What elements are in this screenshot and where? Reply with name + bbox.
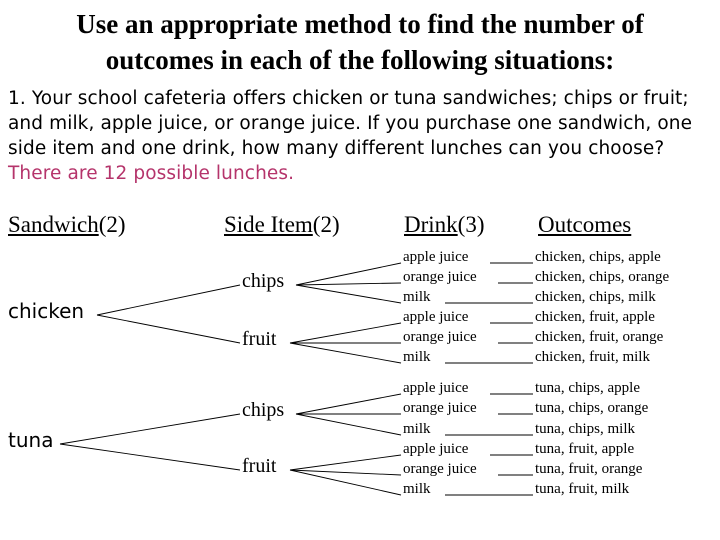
header-side-item-label: Side Item [224,212,313,237]
branch-side-to-drink [290,455,401,470]
header-side-item-count: (2) [312,212,340,237]
outcome-label: chicken, chips, orange [535,269,670,285]
branch-side-to-drink [290,470,401,495]
branch-side-to-drink [296,414,401,435]
drink-label: apple juice [403,249,469,265]
outcome-label: chicken, fruit, orange [535,329,664,345]
drink-label: apple juice [403,380,469,396]
outcome-label: tuna, chips, milk [535,421,635,437]
side-item-label: fruit [242,328,277,350]
branch-sandwich-to-side [60,444,240,470]
side-item-label: chips [242,399,285,421]
outcome-label: chicken, chips, milk [535,289,656,305]
problem-text: 1. Your school cafeteria offers chicken or tuna sandwiches; chips or fruit; and milk, apple juice, or orange juice. If you purchase one sandwich, one side item and one drink, how many different lunches can you choose? [8,88,693,159]
drink-label: orange juice [403,461,477,477]
sandwich-tuna: tuna [8,428,54,452]
branch-sandwich-to-side [60,414,240,444]
outcome-label: tuna, chips, apple [535,380,640,396]
header-outcomes-label: Outcomes [538,212,632,237]
header-drink-label: Drink [404,212,458,237]
side-item-label: fruit [242,455,277,477]
sandwich-chicken: chicken [8,299,85,323]
branch-sandwich-to-side [97,315,240,343]
drink-label: milk [403,481,431,497]
drink-label: milk [403,289,431,305]
outcome-label: tuna, chips, orange [535,400,649,416]
branch-side-to-drink [290,323,401,343]
drink-label: apple juice [403,441,469,457]
outcome-label: tuna, fruit, milk [535,481,630,497]
branch-sandwich-to-side [97,285,240,315]
branch-side-to-drink [296,263,401,285]
branch-side-to-drink [296,285,401,303]
outcome-label: tuna, fruit, apple [535,441,635,457]
outcome-label: tuna, fruit, orange [535,461,643,477]
drink-label: orange juice [403,329,477,345]
problem-answer: There are 12 possible lunches. [8,163,295,184]
branch-side-to-drink [296,394,401,414]
drink-label: milk [403,349,431,365]
header-drink-count: (3) [457,212,485,237]
header-sandwich-count: (2) [98,212,126,237]
branch-side-to-drink [296,283,401,285]
outcome-label: chicken, fruit, apple [535,309,655,325]
drink-label: apple juice [403,309,469,325]
header-sandwich-label: Sandwich [8,212,99,237]
drink-label: orange juice [403,269,477,285]
outcome-label: chicken, fruit, milk [535,349,650,365]
outcome-label: chicken, chips, apple [535,249,661,265]
branch-side-to-drink [290,470,401,475]
side-item-label: chips [242,270,285,292]
title-line-1: Use an appropriate method to find the number of [76,9,644,39]
drink-label: milk [403,421,431,437]
title-line-2: outcomes in each of the following situations: [105,45,615,75]
drink-label: orange juice [403,400,477,416]
branch-side-to-drink [290,343,401,363]
